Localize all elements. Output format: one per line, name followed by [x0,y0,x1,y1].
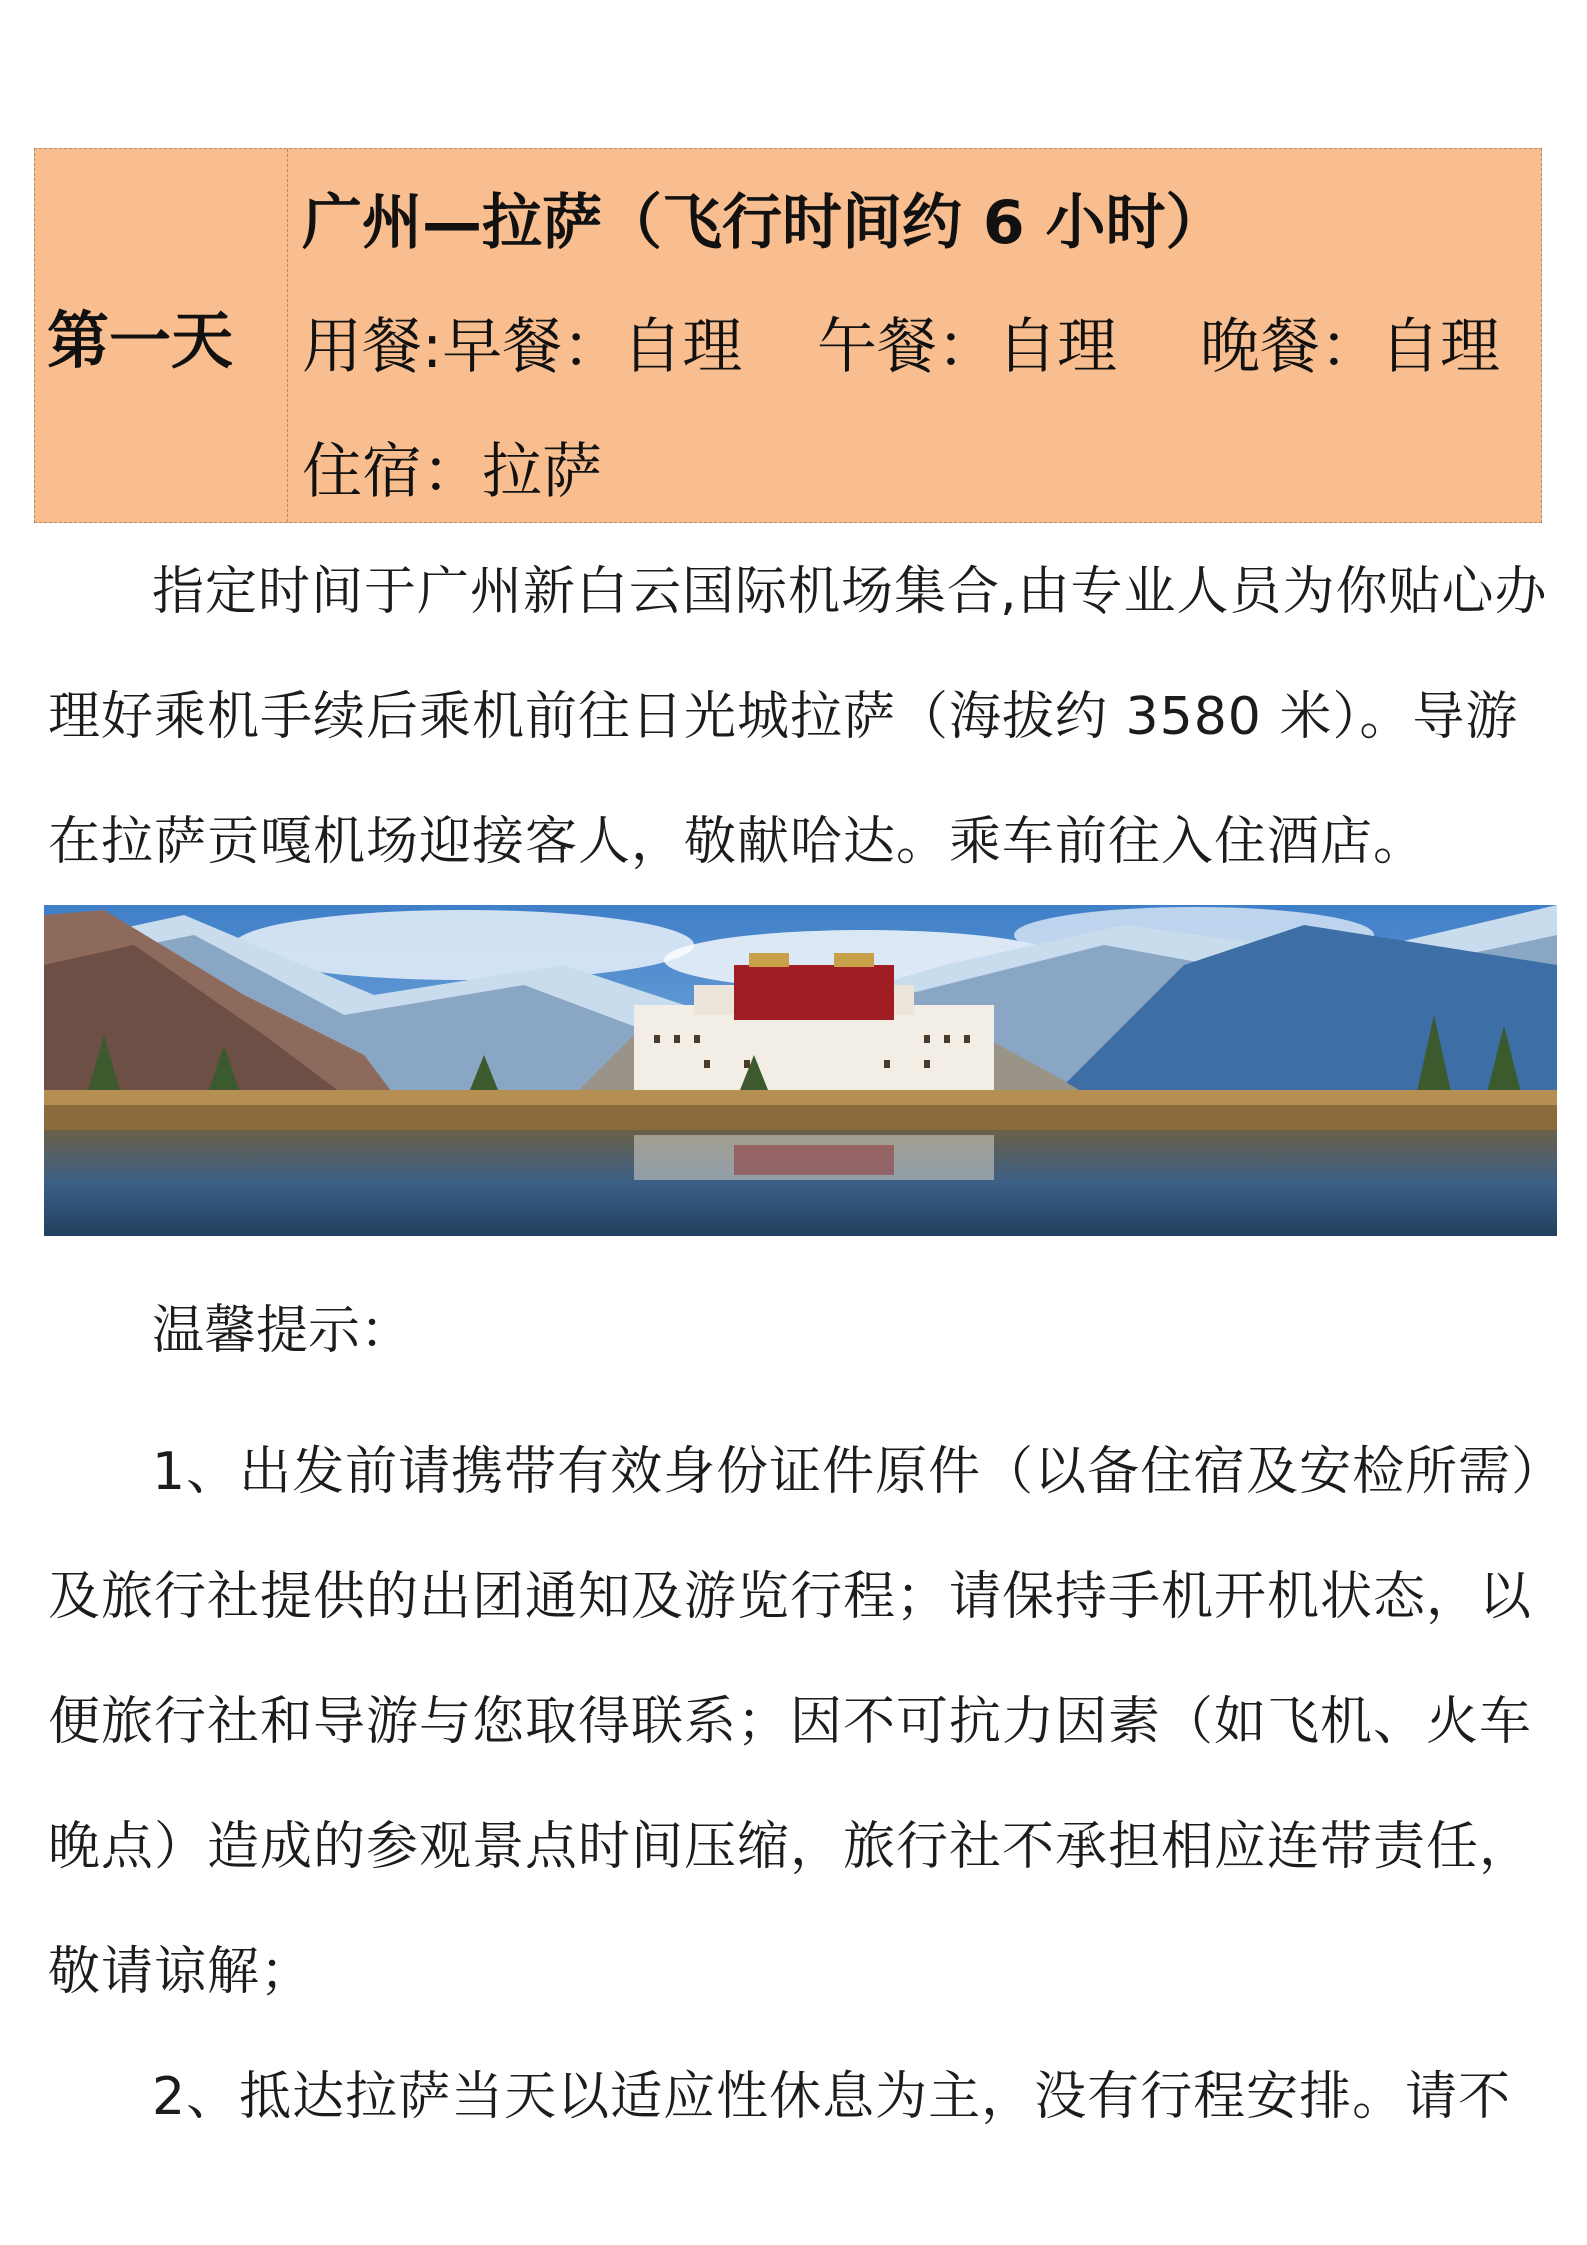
day-header-table [34,148,1542,523]
meal-lunch: 午餐：自理 [817,312,1117,382]
meal-dinner: 晚餐：自理 [1200,312,1500,382]
route-title: 广州—拉萨（飞行时间约 6 小时） [302,188,1226,258]
day-info-cell [288,149,1541,522]
meal-breakfast: 用餐:早餐：自理 [302,312,743,382]
meals-row [302,299,1500,385]
tip-1-paragraph: 1、出发前请携带有效身份证件原件（以备住宿及安检所需）及旅行社提供的出团通知及游览行程；请保持手机开机状态，以便旅行社和导游与您取得联系；因不可抗力因素（如飞机、火车晚点）造成的参观景点时间压缩，旅行社不承担相应连带责任，敬请谅解； [48,1442,1539,2002]
tip-2-paragraph: 2、抵达拉萨当天以适应性休息为主，没有行程安排。请不 [152,2067,1512,2127]
potala-palace-photo [44,905,1557,1236]
lodging-info: 住宿：拉萨 [302,437,602,507]
day-label: 第一天 [35,149,288,522]
intro-paragraph: 指定时间于广州新白云国际机场集合,由专业人员为你贴心办理好乘机手续后乘机前往日光城拉萨（海拔约 3580 米）。导游在拉萨贡嘎机场迎接客人，敬献哈达。乘车前往入住酒店。 [48,562,1548,872]
tips-title: 温馨提示： [152,1301,413,1361]
